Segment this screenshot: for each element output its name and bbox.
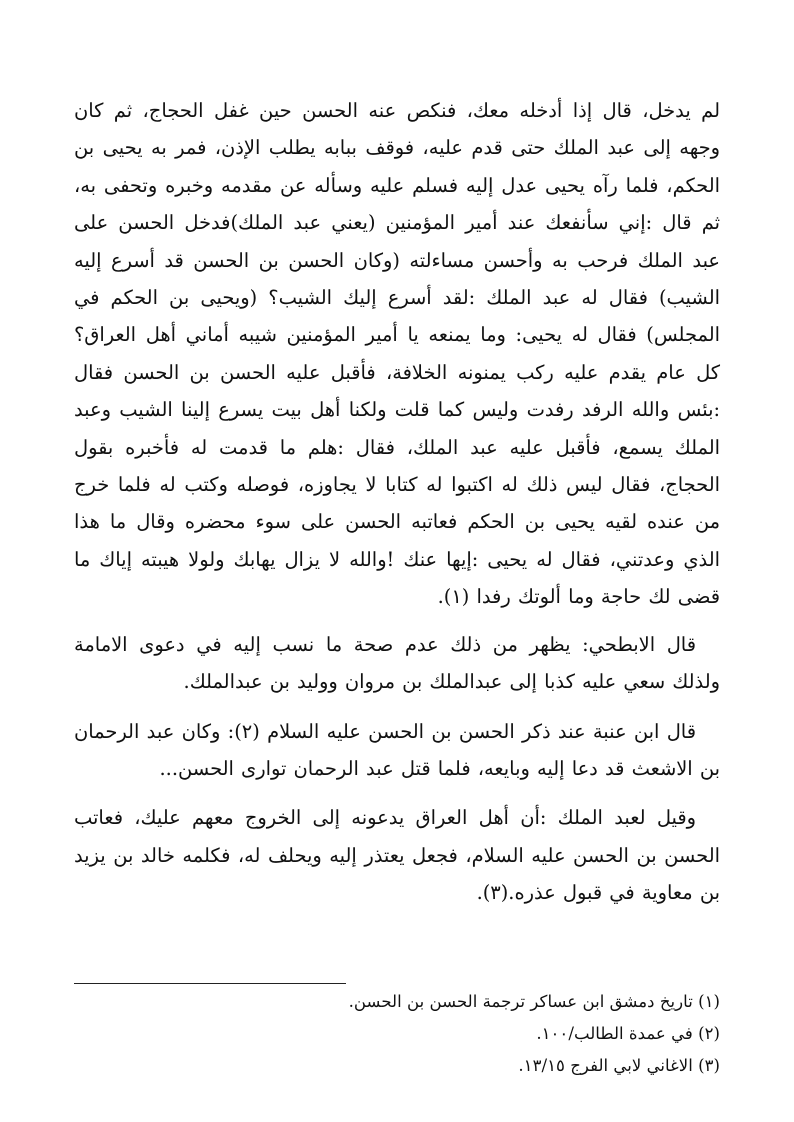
paragraph-2: قال الابطحي: يظهر من ذلك عدم صحة ما نسب إليه في دعوى الامامة ولذلك سعي عليه كذبا إلى عبدالملك بن مروان ووليد بن عبدالملك. — [74, 632, 720, 694]
paragraph-1: لم يدخل، قال إذا أدخله معك، فنكص عنه الحسن حين غفل الحجاج، ثم كان وجهه إلى عبد الملك حتى قدم عليه، فوقف ببابه يطلب الإذن، فمر به يحيى بن الحكم، فلما رآه يحيى عدل إليه فسلم عليه وسأله عن مقدمه وخبره وتحفى به، ثم قال :إني سأنفعك عند أمير المؤمنين (يعني عبد الملك)فدخل الحسن على عبد الملك فرحب به وأحسن مساءلته (وكان الحسن بن الحسن قد أسرع إليه الشيب) فقال له عبد الملك :لقد أسرع إليك الشيب؟ (ويحيى بن الحكم في المجلس) فقال له يحيى: وما يمنعه يا أمير المؤمنين شيبه أماني أهل العراق؟ كل عام يقدم عليه ركب يمنونه الخلافة، فأقبل عليه الحسن بن الحسن فقال :بئس والله الرفد رفدت وليس كما قلت ولكنا أهل بيت يسرع إلينا الشيب وعبد الملك يسمع، فأقبل عليه عبد الملك، فقال :هلم ما قدمت له فأخبره بقول الحجاج، فقال ليس ذلك له اكتبوا له كتابا لا يجاوزه، فوصله وكتب له فلما خرج من عنده لقيه يحيى بن الحكم فعاتبه الحسن على سوء محضره وقال ما هذا الذي وعدتني، فقال له يحيى :إيها عنك !والله لا يزال يهابك ولولا هيبته إياك ما قضى لك حاجة وما ألوتك رفدا (١). — [74, 99, 720, 609]
footnote-3: (٣) الاغاني لابي الفرج ١٣/١٥. — [518, 1055, 720, 1075]
footnote-1: (١) تاريخ دمشق ابن عساكر ترجمة الحسن بن الحسن. — [348, 992, 720, 1011]
footnote-divider — [74, 983, 346, 984]
footnotes — [74, 986, 720, 1081]
paragraph-4: وقيل لعبد الملك :أن أهل العراق يدعونه إلى الخروج معهم عليك، فعاتب الحسن بن الحسن عليه السلام، فجعل يعتذر إليه ويحلف له، فكلمه خالد بن يزيد بن معاوية في قبول عذره.(٣). — [74, 806, 720, 905]
paragraph-3: قال ابن عنبة عند ذكر الحسن بن الحسن عليه السلام (٢): وكان عبد الرحمان بن الاشعث قد دعا إليه وبايعه، فلما قتل عبد الرحمان توارى الحسن... — [74, 719, 720, 780]
page-body — [74, 92, 720, 924]
footnote-2: (٢) في عمدة الطالب/١٠٠. — [536, 1023, 720, 1043]
